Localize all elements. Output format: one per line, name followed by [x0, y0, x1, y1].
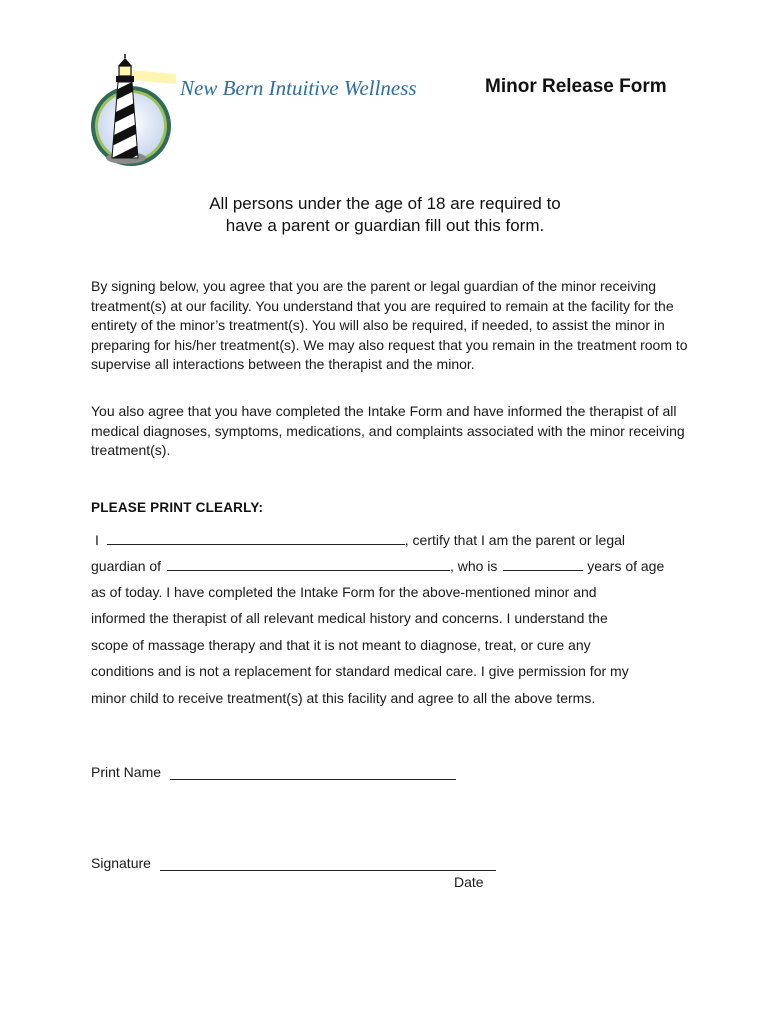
print-clearly-heading: PLEASE PRINT CLEARLY:: [91, 500, 264, 515]
guardian-of-label: guardian of: [91, 558, 162, 574]
certify-line-6: conditions and is not a replacement for standard medical care. I give permission for my: [91, 663, 629, 679]
minor-age-field[interactable]: [503, 557, 583, 571]
certify-line-1: [91, 531, 625, 548]
lighthouse-logo: [88, 54, 178, 174]
years-of-age-label: years of age: [587, 558, 665, 574]
print-name-label: Print Name: [91, 764, 162, 780]
notice-line-1: All persons under the age of 18 are required to: [209, 194, 561, 213]
notice-line-2: have a parent or guardian fill out this form.: [225, 216, 545, 235]
date-label: Date: [454, 874, 484, 890]
parent-name-field[interactable]: [107, 531, 405, 545]
certify-suffix: , certify that I am the parent or legal: [404, 532, 626, 548]
who-is-label: , who is: [449, 558, 498, 574]
certify-line-7: minor child to receive treatment(s) at this facility and agree to all the above terms.: [91, 690, 596, 706]
agreement-paragraph-2: You also agree that you have completed the Intake Form and have informed the therapist of all medical diagnoses, symptoms, medications, and complaints associated with the minor receiving treatment(s).: [91, 403, 685, 458]
certify-line-5: scope of massage therapy and that it is not meant to diagnose, treat, or cure any: [91, 637, 591, 653]
certify-line-3: as of today. I have completed the Intake Form for the above-mentioned minor and: [91, 584, 597, 600]
signature-label: Signature: [91, 855, 151, 871]
signature-field[interactable]: [160, 869, 496, 871]
brand-name: New Bern Intuitive Wellness: [180, 76, 417, 100]
age-notice: [180, 193, 590, 237]
print-name-field[interactable]: [170, 778, 456, 780]
minor-name-field[interactable]: [167, 557, 450, 571]
certify-prefix: I: [95, 532, 99, 548]
agreement-paragraph-1: By signing below, you agree that you are the parent or legal guardian of the minor receiving treatment(s) at our facility. You understand that you are required to remain at the facility for the entirety of the minor’s treatment(s). You will also be required, if needed, to assist the minor in preparing for his/her treatment(s). We may also request that you remain in the treatment room to supervise all interactions between the therapist and the minor.: [91, 278, 688, 372]
page-title: Minor Release Form: [485, 76, 667, 97]
certify-line-2: [91, 557, 664, 574]
certify-line-4: informed the therapist of all relevant medical history and concerns. I understand the: [91, 610, 608, 626]
